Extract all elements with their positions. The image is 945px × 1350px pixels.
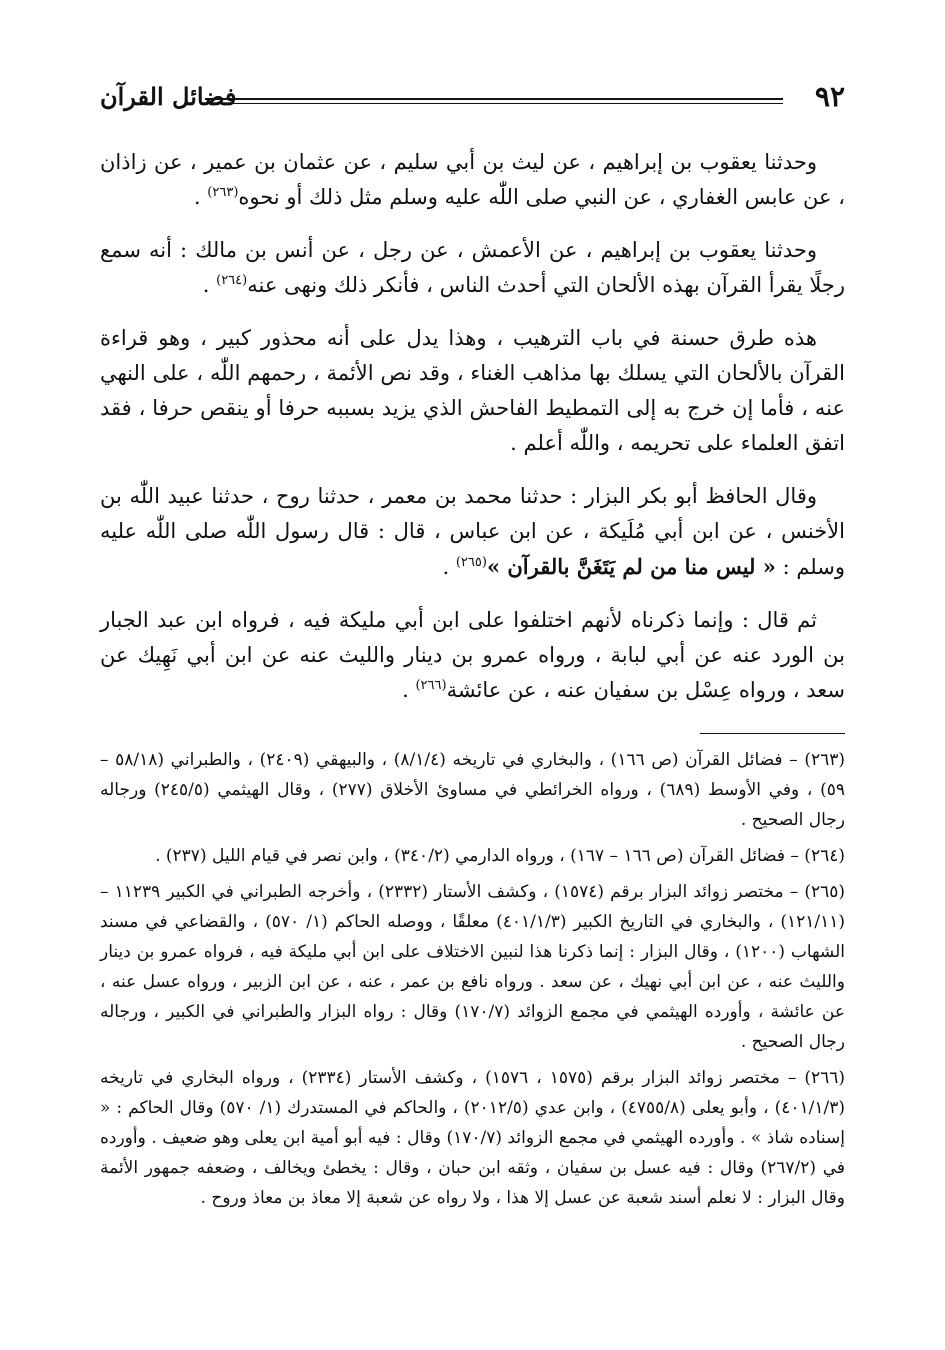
paragraph-text: وقال الحافظ أبو بكر البزار : حدثنا محمد بن معمر ، حدثنا روح ، حدثنا عبيد اللّٰه بن الأخنس ، عن ابن أبي مُلَيكة ، عن ابن عباس ، قال : قال رسول اللّٰه صلى اللّٰه عليه وسلم :	[100, 484, 845, 579]
footnote-ref: (٢٦٤)	[216, 273, 248, 288]
footnote-ref: (٢٦٦)	[415, 678, 447, 693]
paragraph	[100, 145, 845, 215]
paragraph	[100, 321, 845, 461]
footnote-ref: (٢٦٣)	[207, 185, 239, 200]
header-rule	[205, 98, 783, 104]
footnote: (٢٦٦) – مختصر زوائد البزار برقم (١٥٧٥ ، ١٥٧٦) ، وكشف الأستار (٢٣٣٤) ، ورواه البخاري في تاريخه (٤٠١/١/٣) ، وأبو يعلى (٤٧٥٥/٨) ، وابن عدي (٢٠١٢/٥) ، والحاكم في المستدرك (١/ ٥٧٠) وقال الحاكم : « إسناده شاذ » . وأورده الهيثمي في مجمع الزوائد (١٧٠/٧) وقال : فيه أبو أمية ابن يعلى وهو ضعيف . وأورده في (٢٦٧/٢) وقال : فيه عسل بن سفيان ، وثقه ابن حبان ، وقال : يخطئ ويخالف ، وضعفه جمهور الأئمة وقال البزار : لا نعلم أسند شعبة عن عسل إلا هذا ، ولا رواه عن شعبة إلا معاذ بن معاذ وروح .	[100, 1068, 846, 1208]
footnote: (٢٦٣) – فضائل القرآن (ص ١٦٦) ، والبخاري في تاريخه (٨/١/٤) ، والبيهقي (٢٤٠٩) ، والطبراني (٥٨/١٨ – ٥٩) ، وفي الأوسط (٦٨٩) ، ورواه الخرائطي في مساوئ الأخلاق (٢٧٧) ، وقال الهيثمي (٢٤٥/٥) ورجاله رجال الصحيح .	[100, 750, 846, 830]
paragraph	[100, 233, 845, 303]
paragraph-text: ثم قال : وإنما ذكرناه لأنهم اختلفوا على ابن أبي مليكة فيه ، فرواه ابن عبد الجبار بن الورد عنه عن أبي لبابة ، ورواه عمرو بن دينار والليث عنه عن ابن أبي نَهِيك عن سعد ، ورواه عِسْل بن سفيان عنه ، عن عائشة	[100, 608, 845, 702]
paragraph	[100, 603, 845, 708]
page-number: ٩٢	[814, 80, 845, 113]
footnote-separator	[700, 733, 845, 734]
footnote-ref: (٢٦٥)	[455, 555, 487, 570]
footnote: (٢٦٤) – فضائل القرآن (ص ١٦٦ – ١٦٧) ، ورواه الدارمي (٣٤٠/٢) ، وابن نصر في قيام الليل (٢٣٧) .	[155, 846, 845, 866]
paragraph-text: وحدثنا يعقوب بن إبراهيم ، عن ليث بن أبي سليم ، عن عثمان بن عمير ، عن زاذان ، عن عابس الغفاري ، عن النبي صلى اللّٰه عليه وسلم مثل ذلك أو نحوه	[100, 150, 845, 209]
hadith-quote: « ليس منا من لم يَتَغَنَّ بالقرآن »	[486, 554, 776, 579]
paragraph-end: .	[202, 273, 217, 297]
footnotes	[100, 745, 845, 1219]
running-title: فضائل القرآن	[100, 82, 237, 111]
paragraph-end: .	[193, 185, 208, 209]
page-header	[100, 72, 845, 122]
paragraph-text: هذه طرق حسنة في باب الترهيب ، وهذا يدل على أنه محذور كبير ، وهو قراءة القرآن بالألحان التي يسلك بها مذاهب الغناء ، وقد نص الأئمة ، رحمهم اللّٰه ، على النهي عنه ، فأما إن خرج به إلى التمطيط الفاحش الذي يزيد بسببه حرفا أو ينقص حرفا ، فقد اتفق العلماء على تحريمه ، واللّٰه أعلم .	[100, 326, 845, 455]
main-text	[100, 145, 845, 726]
paragraph-text: وحدثنا يعقوب بن إبراهيم ، عن الأعمش ، عن رجل ، عن أنس بن مالك : أنه سمع رجلًا يقرأ القرآن بهذه الألحان التي أحدث الناس ، فأنكر ذلك ونهى عنه	[100, 238, 845, 297]
footnote: (٢٦٥) – مختصر زوائد البزار برقم (١٥٧٤) ، وكشف الأستار (٢٣٣٢) ، وأخرجه الطبراني في الكبير ١١٢٣٩ – (١٢١/١١) ، والبخاري في التاريخ الكبير (٤٠١/١/٣) معلقًا ، ووصله الحاكم (١/ ٥٧٠) ، والقضاعي في مسند الشهاب (١٢٠٠) ، وقال البزار : إنما ذكرنا هذا لنبين الاختلاف على ابن أبي مليكة فيه ، فرواه عمرو بن دينار والليث عنه ، عن ابن أبي نهيك ، عن سعد . ورواه نافع بن عمر ، عنه ، عن ابن الزبير ، ورواه عسل عنه ، عن عائشة ، وأورده الهيثمي في مجمع الزوائد (١٧٠/٧) وقال : رواه البزار والطبراني في الكبير ، ورجاله رجال الصحيح .	[100, 882, 846, 1052]
paragraph-end: .	[442, 555, 456, 579]
paragraph	[100, 479, 845, 585]
paragraph-end: .	[402, 678, 416, 702]
